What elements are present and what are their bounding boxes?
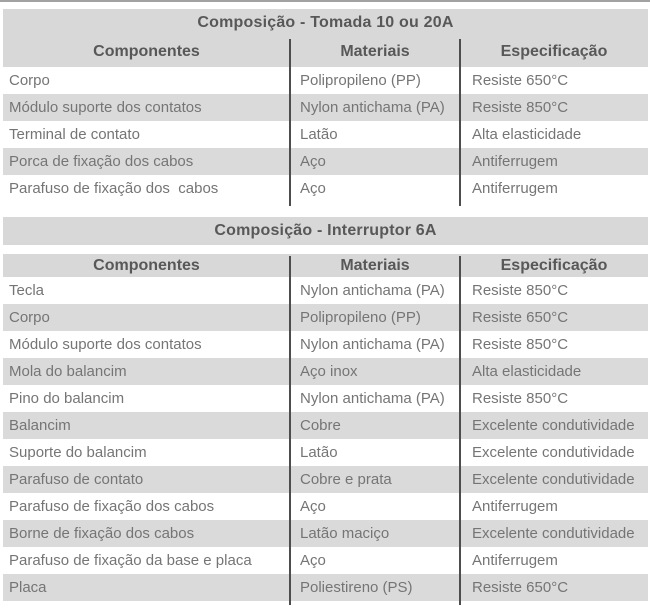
material-cell: Aço inox <box>300 363 358 380</box>
component-cell: Mola do balancim <box>9 363 127 380</box>
material-cell: Cobre e prata <box>300 471 392 488</box>
table-row <box>3 466 648 493</box>
component-cell: Tecla <box>9 282 45 299</box>
material-cell: Latão <box>300 444 338 461</box>
component-cell: Corpo <box>9 72 50 89</box>
column-header-especificacao: Especificação <box>500 43 608 60</box>
material-cell: Latão <box>300 126 338 143</box>
material-cell: Polipropileno (PP) <box>300 309 421 326</box>
spec-cell: Resiste 650°C <box>472 72 569 89</box>
spec-cell: Resiste 850°C <box>472 336 569 353</box>
component-cell: Parafuso de fixação da base e placa <box>9 552 252 569</box>
column-divider-2 <box>459 256 461 605</box>
component-cell: Parafuso de contato <box>9 471 144 488</box>
column-header-especificacao: Especificação <box>500 256 608 274</box>
table-row <box>3 520 648 547</box>
spec-cell: Antiferrugem <box>472 498 558 515</box>
table-row <box>3 67 648 94</box>
table-header-row <box>3 254 648 277</box>
spec-cell: Antiferrugem <box>472 153 558 170</box>
table-row <box>3 412 648 439</box>
table-row <box>3 331 648 358</box>
column-header-materiais: Materiais <box>340 43 410 60</box>
spec-cell: Resiste 850°C <box>472 390 569 407</box>
column-header-componentes: Componentes <box>93 43 200 60</box>
table-row <box>3 385 648 412</box>
top-rule <box>0 0 650 2</box>
spec-cell: Resiste 850°C <box>472 99 569 116</box>
table-tomada-10-20a <box>3 9 648 202</box>
material-cell: Aço <box>300 153 326 170</box>
table-row <box>3 574 648 601</box>
table-row <box>3 277 648 304</box>
spec-cell: Resiste 850°C <box>472 282 569 299</box>
material-cell: Polipropileno (PP) <box>300 72 421 89</box>
material-cell: Aço <box>300 552 326 569</box>
column-divider-1 <box>289 39 291 206</box>
spec-cell: Excelente condutividade <box>472 471 635 488</box>
component-cell: Balancim <box>9 417 71 434</box>
table-title-tomada: Composição - Tomada 10 ou 20A <box>3 9 648 37</box>
spec-cell: Excelente condutividade <box>472 417 635 434</box>
material-cell: Nylon antichama (PA) <box>300 282 445 299</box>
component-cell: Corpo <box>9 309 50 326</box>
table-row <box>3 121 648 148</box>
spec-cell: Resiste 650°C <box>472 579 569 596</box>
document-body <box>3 9 648 601</box>
spec-cell: Antiferrugem <box>472 180 558 197</box>
material-cell: Latão maciço <box>300 525 390 542</box>
column-divider-2 <box>459 39 461 206</box>
spec-cell: Excelente condutividade <box>472 444 635 461</box>
table-rows-tomada <box>3 67 648 202</box>
component-cell: Módulo suporte dos contatos <box>9 99 202 116</box>
title-gap <box>3 245 648 254</box>
column-divider-1 <box>289 256 291 605</box>
material-cell: Poliestireno (PS) <box>300 579 413 596</box>
spec-cell: Antiferrugem <box>472 552 558 569</box>
component-cell: Terminal de contato <box>9 126 140 143</box>
spec-cell: Alta elasticidade <box>472 126 582 143</box>
component-cell: Suporte do balancim <box>9 444 147 461</box>
table-row <box>3 439 648 466</box>
table-row <box>3 304 648 331</box>
component-cell: Parafuso de fixação dos cabos <box>9 498 215 515</box>
component-cell: Borne de fixação dos cabos <box>9 525 195 542</box>
table-row <box>3 175 648 202</box>
material-cell: Nylon antichama (PA) <box>300 390 445 407</box>
component-cell: Pino do balancim <box>9 390 125 407</box>
spec-cell: Excelente condutividade <box>472 525 635 542</box>
material-cell: Nylon antichama (PA) <box>300 336 445 353</box>
table-title-interruptor: Composição - Interruptor 6A <box>3 217 648 245</box>
table-grid-interruptor <box>3 254 648 601</box>
table-gap <box>3 202 648 217</box>
spec-cell: Resiste 650°C <box>472 309 569 326</box>
table-row <box>3 358 648 385</box>
table-row <box>3 94 648 121</box>
material-cell: Aço <box>300 180 326 197</box>
table-grid-tomada <box>3 37 648 202</box>
spec-cell: Alta elasticidade <box>472 363 582 380</box>
material-cell: Cobre <box>300 417 341 434</box>
column-header-componentes: Componentes <box>93 256 200 274</box>
material-cell: Aço <box>300 498 326 515</box>
table-rows-interruptor <box>3 277 648 601</box>
component-cell: Parafuso de fixação dos cabos <box>9 180 219 197</box>
column-header-materiais: Materiais <box>340 256 410 274</box>
table-row <box>3 493 648 520</box>
material-cell: Nylon antichama (PA) <box>300 99 445 116</box>
component-cell: Módulo suporte dos contatos <box>9 336 202 353</box>
component-cell: Placa <box>9 579 47 596</box>
component-cell: Porca de fixação dos cabos <box>9 153 194 170</box>
table-row <box>3 148 648 175</box>
table-header-row <box>3 37 648 67</box>
table-row <box>3 547 648 574</box>
table-interruptor-6a <box>3 217 648 601</box>
